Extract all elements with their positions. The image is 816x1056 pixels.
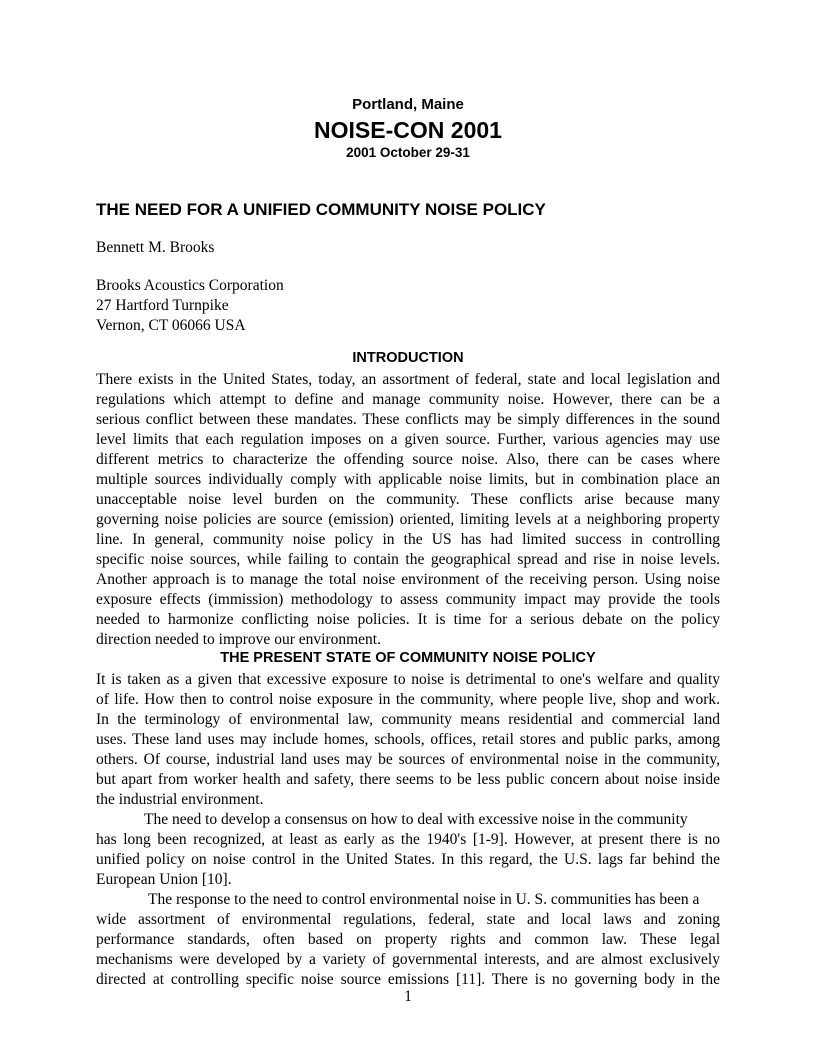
text-line: line. In general, community noise policy in the US has had limited success in controlling xyxy=(96,531,720,548)
section-heading-introduction: INTRODUCTION xyxy=(352,350,464,366)
text-line: European Union [10]. xyxy=(96,871,232,888)
text-line: multiple sources individually comply with applicable noise limits, but in combination place an xyxy=(96,471,720,488)
text-line: of life. How then to control noise exposure in the community, where people live, shop and work. xyxy=(96,691,720,708)
conference-dates: 2001 October 29-31 xyxy=(346,145,470,160)
present-state-paragraphs xyxy=(96,670,720,990)
text-line: uses. These land uses may include homes, schools, offices, retail stores and public parks, among xyxy=(96,731,720,748)
text-line: unified policy on noise control in the United States. In this regard, the U.S. lags far behind the xyxy=(96,851,720,868)
affiliation-line: 27 Hartford Turnpike xyxy=(96,297,229,314)
text-line: the industrial environment. xyxy=(96,791,264,808)
text-line: mechanisms were developed by a variety of governmental interests, and are almost exclusively xyxy=(96,951,720,968)
text-line: exposure effects (immission) methodology to assess community impact may provide the tools xyxy=(96,591,720,608)
text-line: direction needed to improve our environment. xyxy=(96,631,381,648)
author-name: Bennett M. Brooks xyxy=(96,239,215,256)
text-line: performance standards, often based on property rights and common law. These legal xyxy=(96,931,720,948)
text-line: The need to develop a consensus on how to deal with excessive noise in the community xyxy=(144,811,688,828)
paper-title: THE NEED FOR A UNIFIED COMMUNITY NOISE POLICY xyxy=(96,200,546,219)
text-line: Another approach is to manage the total noise environment of the receiving person. Using noise xyxy=(96,571,720,588)
text-line: but apart from worker health and safety, there seems to be less public concern about noise inside xyxy=(96,771,720,788)
text-line: needed to harmonize conflicting noise policies. It is time for a serious debate on the policy xyxy=(96,611,720,628)
text-line: There exists in the United States, today, an assortment of federal, state and local legislation and xyxy=(96,371,720,388)
page-number: 1 xyxy=(404,988,412,1005)
text-line: serious conflict between these mandates. These conflicts may be simply differences in the sound xyxy=(96,411,720,428)
text-line: unacceptable noise level burden on the community. These conflicts arise because many xyxy=(96,491,720,508)
text-line: directed at controlling specific noise source emissions [11]. There is no governing body in the xyxy=(96,971,720,988)
author-affiliation xyxy=(96,276,284,336)
section-heading-present-state: THE PRESENT STATE OF COMMUNITY NOISE POLICY xyxy=(220,650,596,666)
text-line: wide assortment of environmental regulations, federal, state and local laws and zoning xyxy=(96,911,720,928)
text-line: It is taken as a given that excessive exposure to noise is detrimental to one's welfare and quality xyxy=(96,671,720,688)
text-line: specific noise sources, while failing to contain the geographical spread and rise in noise levels. xyxy=(96,551,720,568)
introduction-paragraph xyxy=(96,370,720,650)
affiliation-line: Brooks Acoustics Corporation xyxy=(96,277,284,294)
text-line: has long been recognized, at least as early as the 1940's [1-9]. However, at present there is no xyxy=(96,831,720,848)
text-line: regulations which attempt to define and manage community noise. However, there can be a xyxy=(96,391,720,408)
conference-location: Portland, Maine xyxy=(352,96,464,113)
text-line: governing noise policies are source (emission) oriented, limiting levels at a neighboring property xyxy=(96,511,720,528)
text-line: others. Of course, industrial land uses may be sources of environmental noise in the community, xyxy=(96,751,720,768)
text-line: different metrics to characterize the offending source noise. Also, there can be cases where xyxy=(96,451,720,468)
text-line: level limits that each regulation imposes on a given source. Further, various agencies may use xyxy=(96,431,720,448)
text-line: In the terminology of environmental law, community means residential and commercial land xyxy=(96,711,720,728)
affiliation-line: Vernon, CT 06066 USA xyxy=(96,317,246,334)
conference-name: NOISE-CON 2001 xyxy=(314,117,502,143)
text-line: The response to the need to control environmental noise in U. S. communities has been a xyxy=(148,891,700,908)
